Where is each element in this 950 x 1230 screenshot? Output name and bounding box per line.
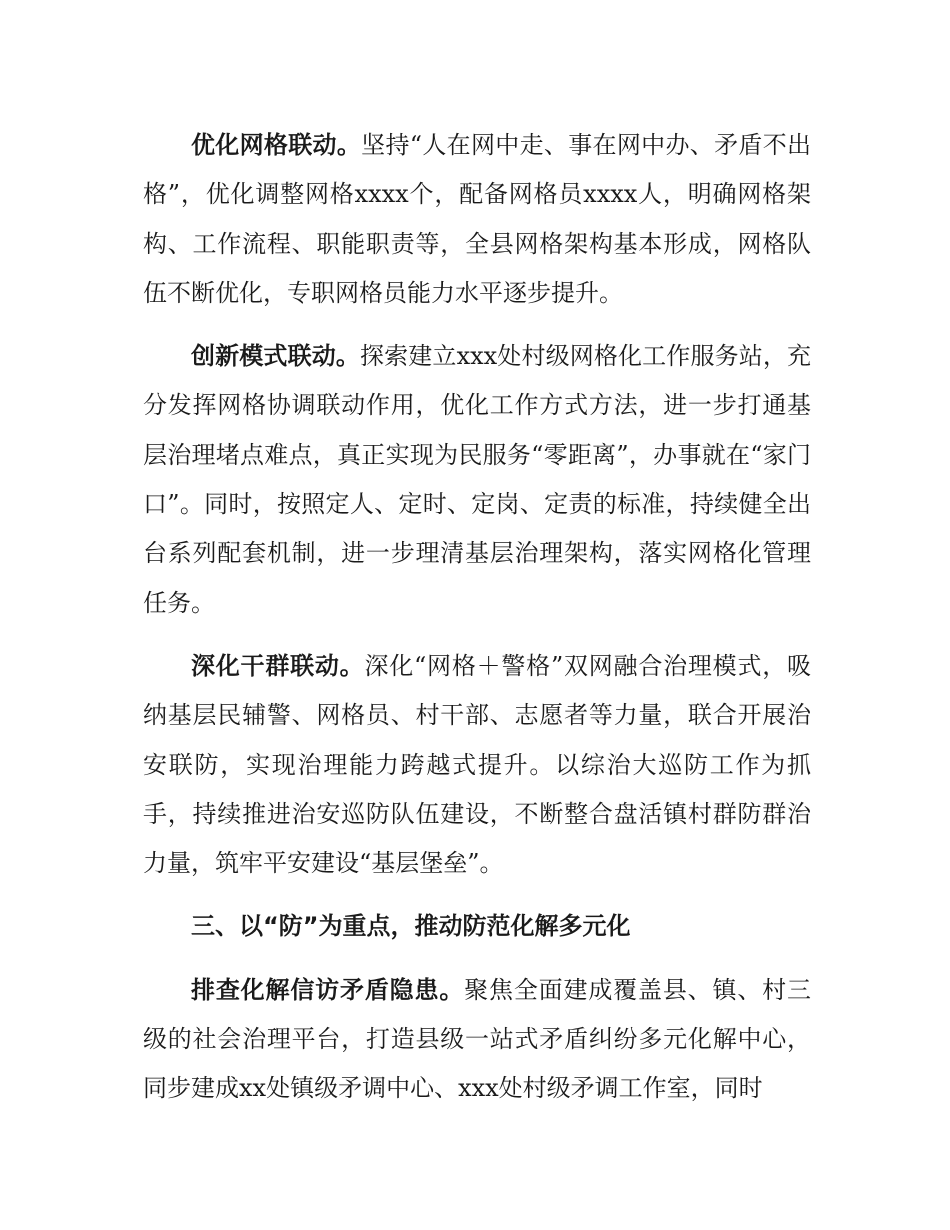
paragraph-text: 聚焦全面建成覆盖县、镇、村三级的社会治理平台，打造县级一站式矛盾纠纷多元化解中心，同步建成xx处镇级矛调中心、xxx处村级矛调工作室，同时 (143, 975, 812, 1103)
paragraph-grid-linkage (143, 121, 811, 318)
paragraph-lead: 深化干群联动。 (191, 651, 365, 680)
paragraph-petition-risks (143, 966, 811, 1114)
paragraph-lead: 创新模式联动。 (191, 342, 360, 371)
paragraph-text: 坚持“人在网中走、事在网中办、矛盾不出格”，优化调整网格xxxx个，配备网格员xxxx人，明确网格架构、工作流程、职能职责等，全县网格架构基本形成，网格队伍不断优化，专职网格员能力水平逐步提升。 (143, 131, 811, 307)
document-body (143, 121, 811, 1128)
section-heading: 三、以“防”为重点，推动防范化解多元化 (191, 912, 631, 941)
paragraph-lead: 优化网格联动。 (191, 131, 362, 159)
paragraph-mode-linkage (143, 332, 811, 628)
paragraph-lead: 排查化解信访矛盾隐患。 (191, 975, 465, 1004)
paragraph-text: 深化“网格＋警格”双网融合治理模式，吸纳基层民辅警、网格员、村干部、志愿者等力量，联合开展治安联防，实现治理能力跨越式提升。以综治大巡防工作为抓手，持续推进治安巡防队伍建设，不断整合盘活镇村群防群治力量，筑牢平安建设“基层堡垒”。 (143, 651, 811, 878)
paragraph-cadre-linkage (143, 642, 811, 888)
paragraph-text: 探索建立xxx处村级网格化工作服务站，充分发挥网格协调联动作用，优化工作方式方法，进一步打通基层治理堵点难点，真正实现为民服务“零距离”，办事就在“家门口”。同时，按照定人、定时、定岗、定责的标准，持续健全出台系列配套机制，进一步理清基层治理架构，落实网格化管理任务。 (143, 342, 812, 617)
